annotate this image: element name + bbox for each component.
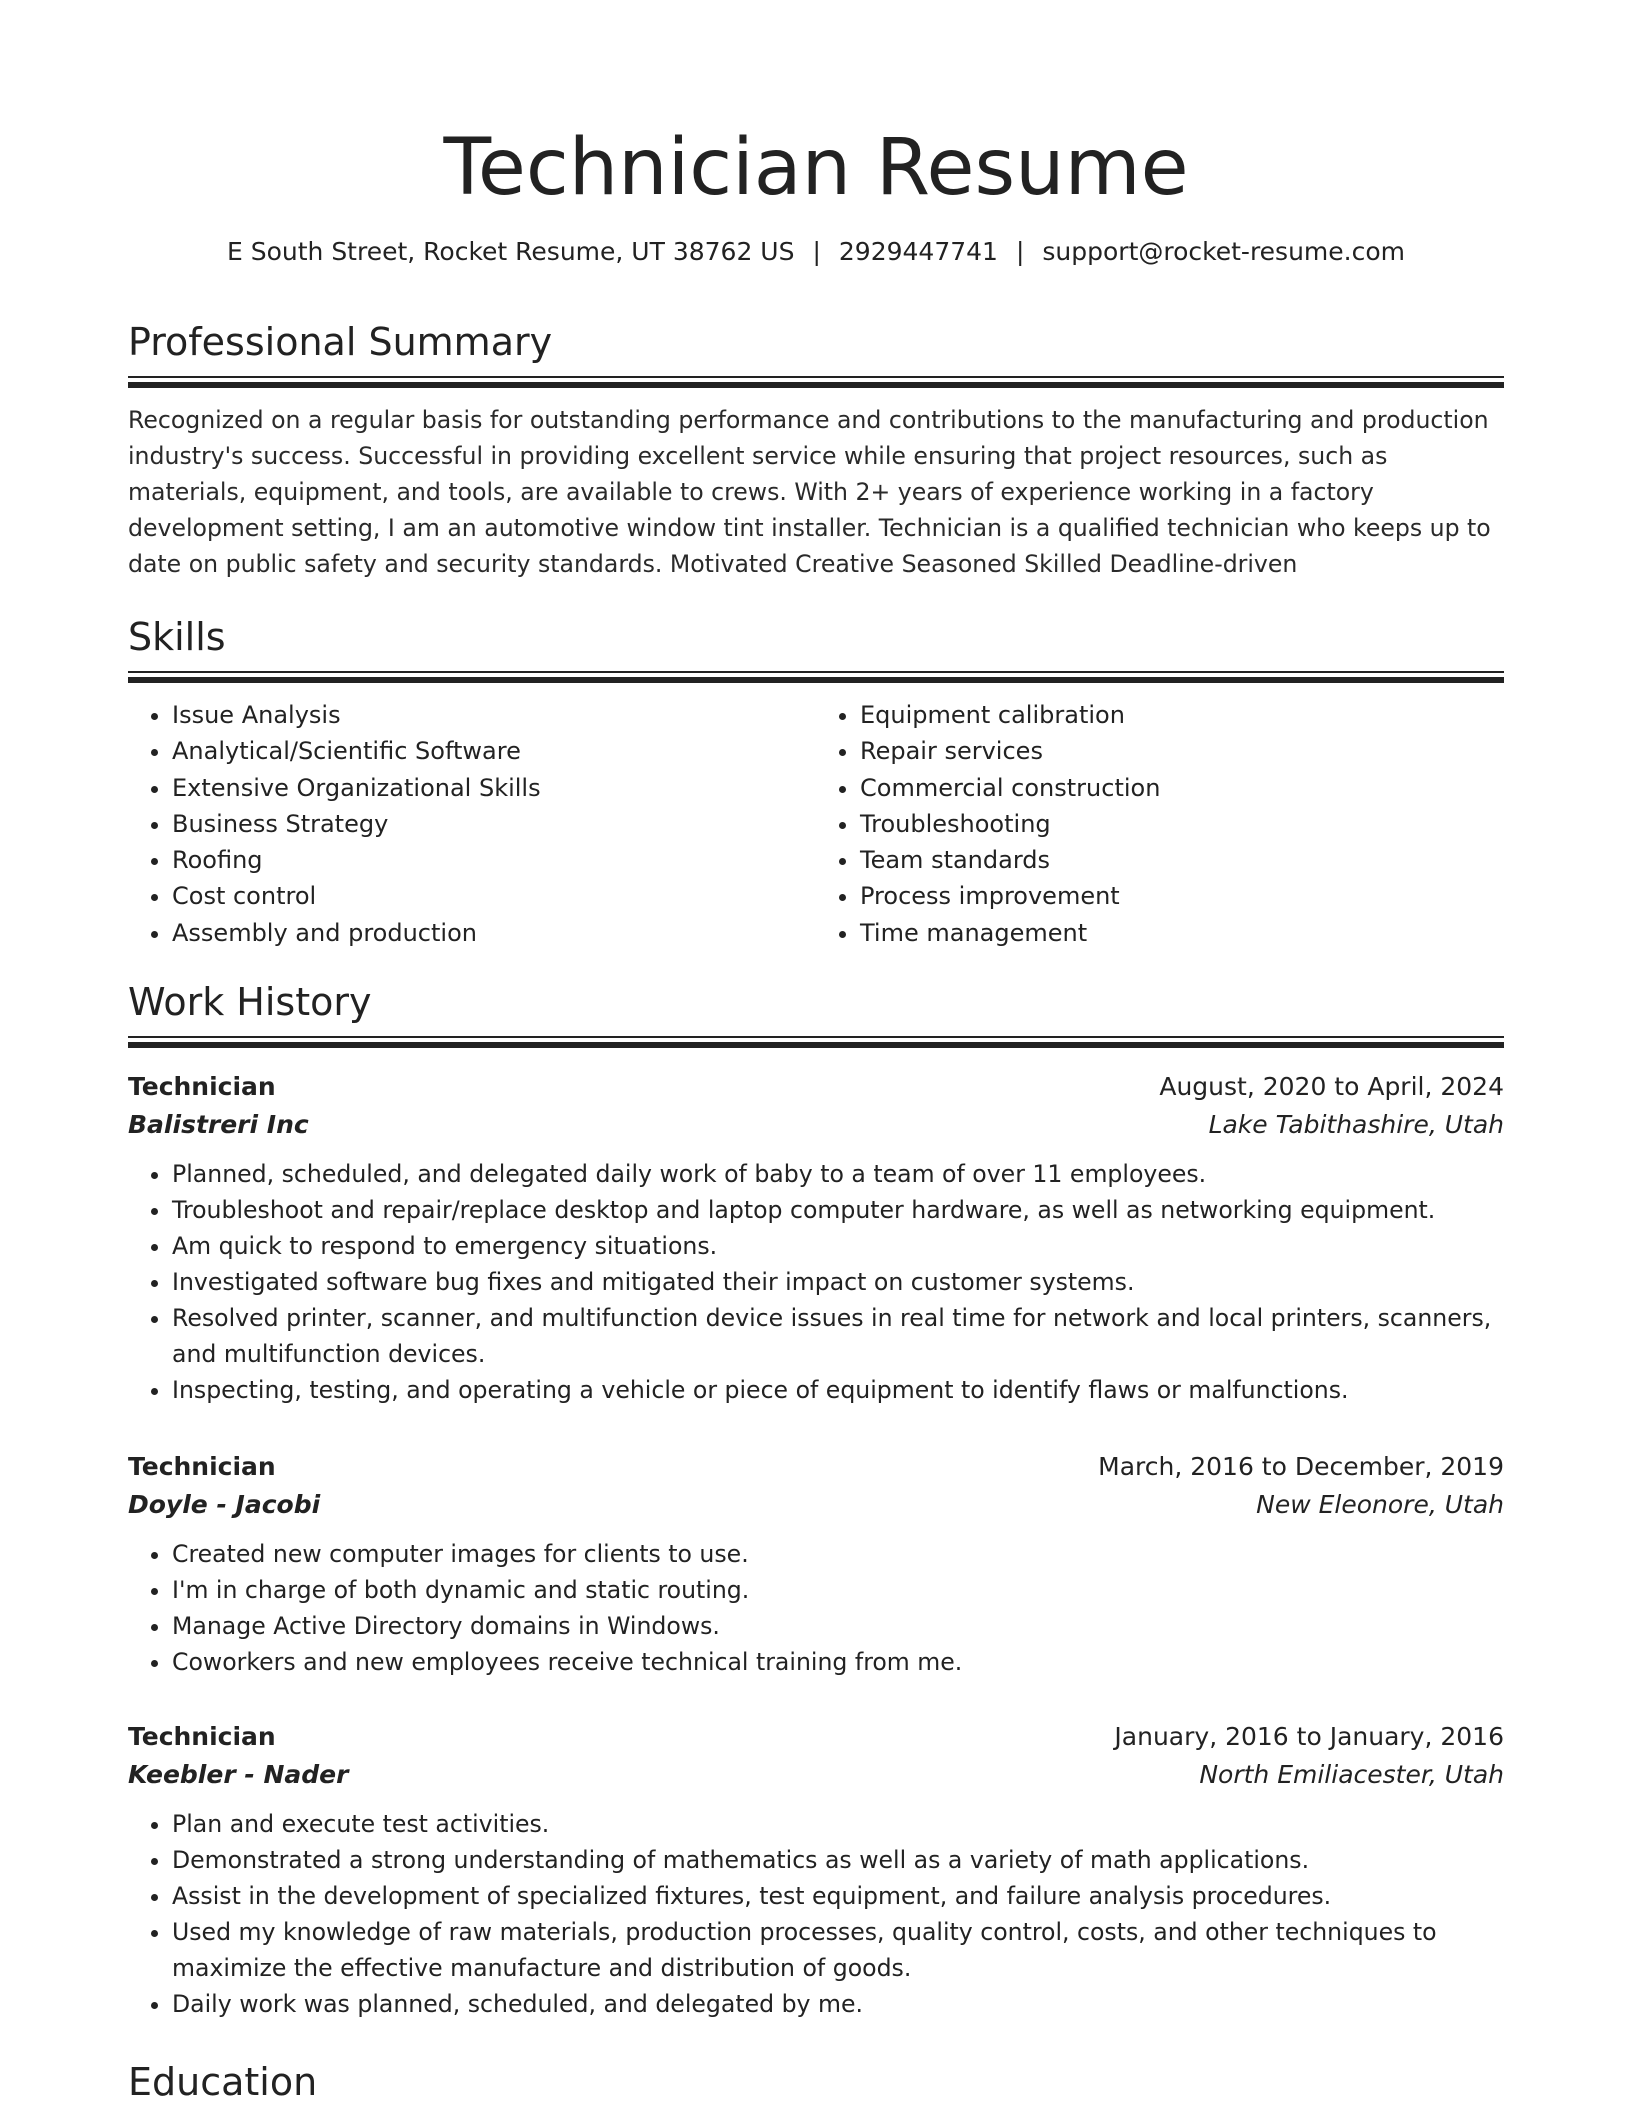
job-company: Balistreri Inc — [128, 1110, 309, 1139]
job-bullet: • Daily work was planned, scheduled, and delegated by me. — [172, 1986, 1504, 2022]
skills-column-right — [816, 697, 1504, 951]
skills-section — [128, 613, 1504, 951]
contact-address: E South Street, Rocket Resume, UT 38762 US — [226, 237, 795, 266]
section-divider — [128, 376, 1504, 388]
job-bullet: • Am quick to respond to emergency situations. — [172, 1228, 1504, 1264]
resume-page — [128, 118, 1504, 2104]
job-bullet: • Manage Active Directory domains in Windows. — [172, 1608, 1504, 1644]
contact-phone: 2929447741 — [838, 237, 998, 266]
skill-item: • Process improvement — [860, 878, 1504, 914]
contact-separator: | — [812, 237, 821, 266]
job-bullets — [128, 1156, 1504, 1408]
job-subheader — [128, 1486, 1504, 1524]
job-header — [128, 1068, 1504, 1106]
job-dates: January, 2016 to January, 2016 — [1114, 1722, 1504, 1751]
skill-item: • Equipment calibration — [860, 697, 1504, 733]
job-bullet: • Created new computer images for clients to use. — [172, 1536, 1504, 1572]
job-bullet: • I'm in charge of both dynamic and static routing. — [172, 1572, 1504, 1608]
job-title: Technician — [128, 1072, 276, 1101]
summary-text: Recognized on a regular basis for outstanding performance and contributions to the manufacturing and production industry's success. Successful in providing excellent service while ensuring that project resources, such as materials, equipment, and tools, are available to crews. With 2+ years of experience working in a factory development setting, I am an automotive window tint installer. Technician is a qualified technician who keeps up to date on public safety and security standards. Motivated Creative Seasoned Skilled Deadline-driven — [128, 406, 1491, 578]
education-section — [128, 2058, 1504, 2106]
job-entry — [128, 1448, 1504, 1680]
skill-item: • Time management — [860, 915, 1504, 951]
work-history-section — [128, 978, 1504, 1048]
skill-item: • Issue Analysis — [172, 697, 816, 733]
job-title: Technician — [128, 1452, 276, 1481]
job-bullet: • Assist in the development of specialized fixtures, test equipment, and failure analysis procedures. — [172, 1878, 1504, 1914]
job-subheader — [128, 1756, 1504, 1794]
job-entry — [128, 1718, 1504, 2022]
skill-item: • Commercial construction — [860, 770, 1504, 806]
skill-item: • Business Strategy — [172, 806, 816, 842]
contact-separator: | — [1015, 237, 1025, 266]
job-title: Technician — [128, 1722, 276, 1751]
job-entry — [128, 1068, 1504, 1408]
skill-item: • Cost control — [172, 878, 816, 914]
skill-item: • Assembly and production — [172, 915, 816, 951]
job-bullet: • Used my knowledge of raw materials, production processes, quality control, costs, and other techniques to maximize the effective manufacture and distribution of goods. — [172, 1914, 1504, 1986]
contact-line — [128, 234, 1504, 270]
professional-summary-section — [128, 318, 1504, 606]
job-dates: March, 2016 to December, 2019 — [1098, 1452, 1504, 1481]
job-bullet: • Troubleshoot and repair/replace desktop and laptop computer hardware, as well as networking equipment. — [172, 1192, 1504, 1228]
skill-item: • Repair services — [860, 733, 1504, 769]
job-company: Keebler - Nader — [128, 1760, 349, 1789]
section-divider — [128, 1036, 1504, 1048]
skills-column-left — [128, 697, 816, 951]
job-header — [128, 1448, 1504, 1486]
section-heading: Professional Summary — [128, 320, 553, 364]
job-header — [128, 1718, 1504, 1756]
resume-title: Technician Resume — [443, 123, 1189, 213]
section-heading: Education — [128, 2060, 318, 2104]
job-location: New Eleonore, Utah — [1256, 1490, 1504, 1519]
skill-item: • Analytical/Scientific Software — [172, 733, 816, 769]
job-location: North Emiliacester, Utah — [1199, 1760, 1504, 1789]
job-bullet: • Planned, scheduled, and delegated daily work of baby to a team of over 11 employees. — [172, 1156, 1504, 1192]
job-bullet: • Plan and execute test activities. — [172, 1806, 1504, 1842]
job-dates: August, 2020 to April, 2024 — [1159, 1072, 1504, 1101]
job-subheader — [128, 1106, 1504, 1144]
job-company: Doyle - Jacobi — [128, 1490, 321, 1519]
section-divider — [128, 671, 1504, 683]
job-location: Lake Tabithashire, Utah — [1208, 1110, 1504, 1139]
job-bullets — [128, 1536, 1504, 1680]
skill-item: • Troubleshooting — [860, 806, 1504, 842]
skill-item: • Extensive Organizational Skills — [172, 770, 816, 806]
job-bullet: • Coworkers and new employees receive technical training from me. — [172, 1644, 1504, 1680]
job-bullet: • Resolved printer, scanner, and multifunction device issues in real time for network and local printers, scanners, and multifunction devices. — [172, 1300, 1504, 1372]
skill-item: • Roofing — [172, 842, 816, 878]
job-bullets — [128, 1806, 1504, 2022]
job-bullet: • Demonstrated a strong understanding of mathematics as well as a variety of math applications. — [172, 1842, 1504, 1878]
section-heading: Work History — [128, 980, 372, 1024]
job-bullet: • Investigated software bug fixes and mitigated their impact on customer systems. — [172, 1264, 1504, 1300]
skills-list — [128, 697, 1504, 951]
contact-email[interactable]: support@rocket-resume.com — [1042, 237, 1406, 266]
job-bullet: • Inspecting, testing, and operating a vehicle or piece of equipment to identify flaws or malfunctions. — [172, 1372, 1504, 1408]
section-heading: Skills — [128, 615, 226, 659]
skill-item: • Team standards — [860, 842, 1504, 878]
